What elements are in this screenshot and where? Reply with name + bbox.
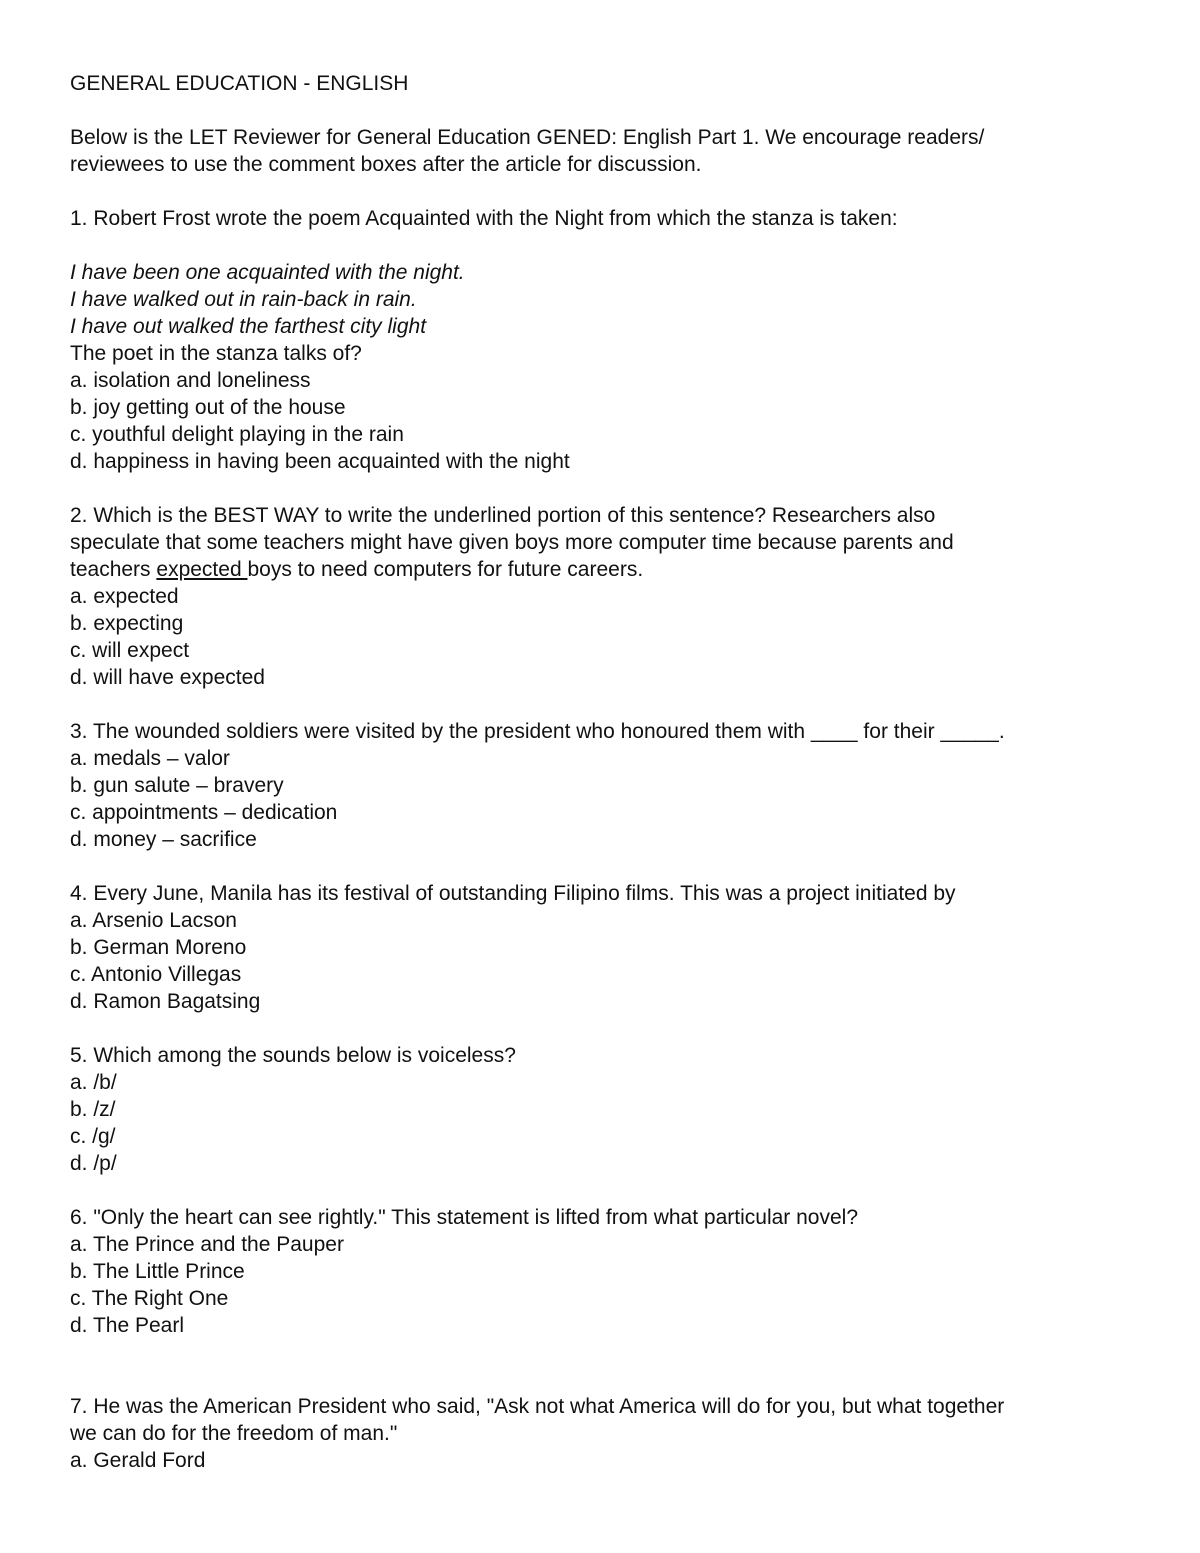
document-page [70,70,1150,1474]
spacer [70,691,1150,718]
question-1 [70,205,1150,475]
question-5-option-b: b. /z/ [70,1098,116,1121]
question-1-option-a: a. isolation and loneliness [70,369,311,392]
question-5-option-a: a. /b/ [70,1071,117,1094]
question-1-stem: 1. Robert Frost wrote the poem Acquainted with the Night from which the stanza is taken: [70,207,898,230]
spacer [70,853,1150,880]
question-2-option-d: d. will have expected [70,666,265,689]
question-3-option-c: c. appointments – dedication [70,801,338,824]
question-2-stem-line-3 [70,556,1150,583]
question-2 [70,502,1150,691]
spacer [70,232,1150,259]
question-3-stem: 3. The wounded soldiers were visited by the president who honoured them with ____ for their _____. [70,720,1005,743]
question-6-option-c: c. The Right One [70,1287,229,1310]
question-4-option-b: b. German Moreno [70,936,247,959]
intro-text-line-2: reviewees to use the comment boxes after the article for discussion. [70,153,702,176]
intro-text-line-1: Below is the LET Reviewer for General Education GENED: English Part 1. We encourage readers/ [70,126,985,149]
question-5-option-d: d. /p/ [70,1152,117,1175]
question-1-option-d: d. happiness in having been acquainted with the night [70,450,570,473]
spacer [70,475,1150,502]
question-1-option-c: c. youthful delight playing in the rain [70,423,404,446]
question-1-option-b: b. joy getting out of the house [70,396,346,419]
question-3-option-d: d. money – sacrifice [70,828,257,851]
spacer [70,97,1150,124]
question-6-option-d: d. The Pearl [70,1314,185,1337]
verse-line-3: I have out walked the farthest city light [70,315,427,338]
question-2-stem-suffix: boys to need computers for future careers. [247,558,644,581]
question-7-option-a: a. Gerald Ford [70,1449,206,1472]
spacer [70,1366,1150,1393]
question-3 [70,718,1150,853]
question-1-prompt: The poet in the stanza talks of? [70,342,362,365]
spacer [70,178,1150,205]
verse-line-2: I have walked out in rain-back in rain. [70,288,417,311]
question-2-option-c: c. will expect [70,639,190,662]
question-2-stem-prefix: teachers [70,558,157,581]
question-6-stem: 6. "Only the heart can see rightly." This statement is lifted from what particular novel? [70,1206,858,1229]
question-3-option-b: b. gun salute – bravery [70,774,284,797]
question-2-stem-line-2: speculate that some teachers might have given boys more computer time because parents and [70,531,954,554]
question-7-stem-line-2: we can do for the freedom of man." [70,1422,398,1445]
question-5 [70,1042,1150,1177]
question-4-option-a: a. Arsenio Lacson [70,909,237,932]
question-2-option-a: a. expected [70,585,179,608]
question-4-option-c: c. Antonio Villegas [70,963,242,986]
question-4 [70,880,1150,1015]
question-7-stem-line-1: 7. He was the American President who said, "Ask not what America will do for you, but what together [70,1395,1005,1418]
verse-line-1: I have been one acquainted with the night. [70,261,465,284]
spacer [70,1015,1150,1042]
question-4-option-d: d. Ramon Bagatsing [70,990,261,1013]
spacer [70,1339,1150,1366]
document-title: GENERAL EDUCATION - ENGLISH [70,72,409,95]
question-2-option-b: b. expecting [70,612,184,635]
question-6-option-b: b. The Little Prince [70,1260,245,1283]
question-4-stem: 4. Every June, Manila has its festival of outstanding Filipino films. This was a project initiated by [70,882,956,905]
question-2-stem-line-1: 2. Which is the BEST WAY to write the underlined portion of this sentence? Researchers also [70,504,936,527]
question-3-option-a: a. medals – valor [70,747,230,770]
question-7 [70,1393,1150,1474]
question-6-option-a: a. The Prince and the Pauper [70,1233,344,1256]
question-5-option-c: c. /g/ [70,1125,116,1148]
spacer [70,1177,1150,1204]
underlined-portion: expected [156,558,248,581]
question-6 [70,1204,1150,1339]
question-5-stem: 5. Which among the sounds below is voiceless? [70,1044,516,1067]
